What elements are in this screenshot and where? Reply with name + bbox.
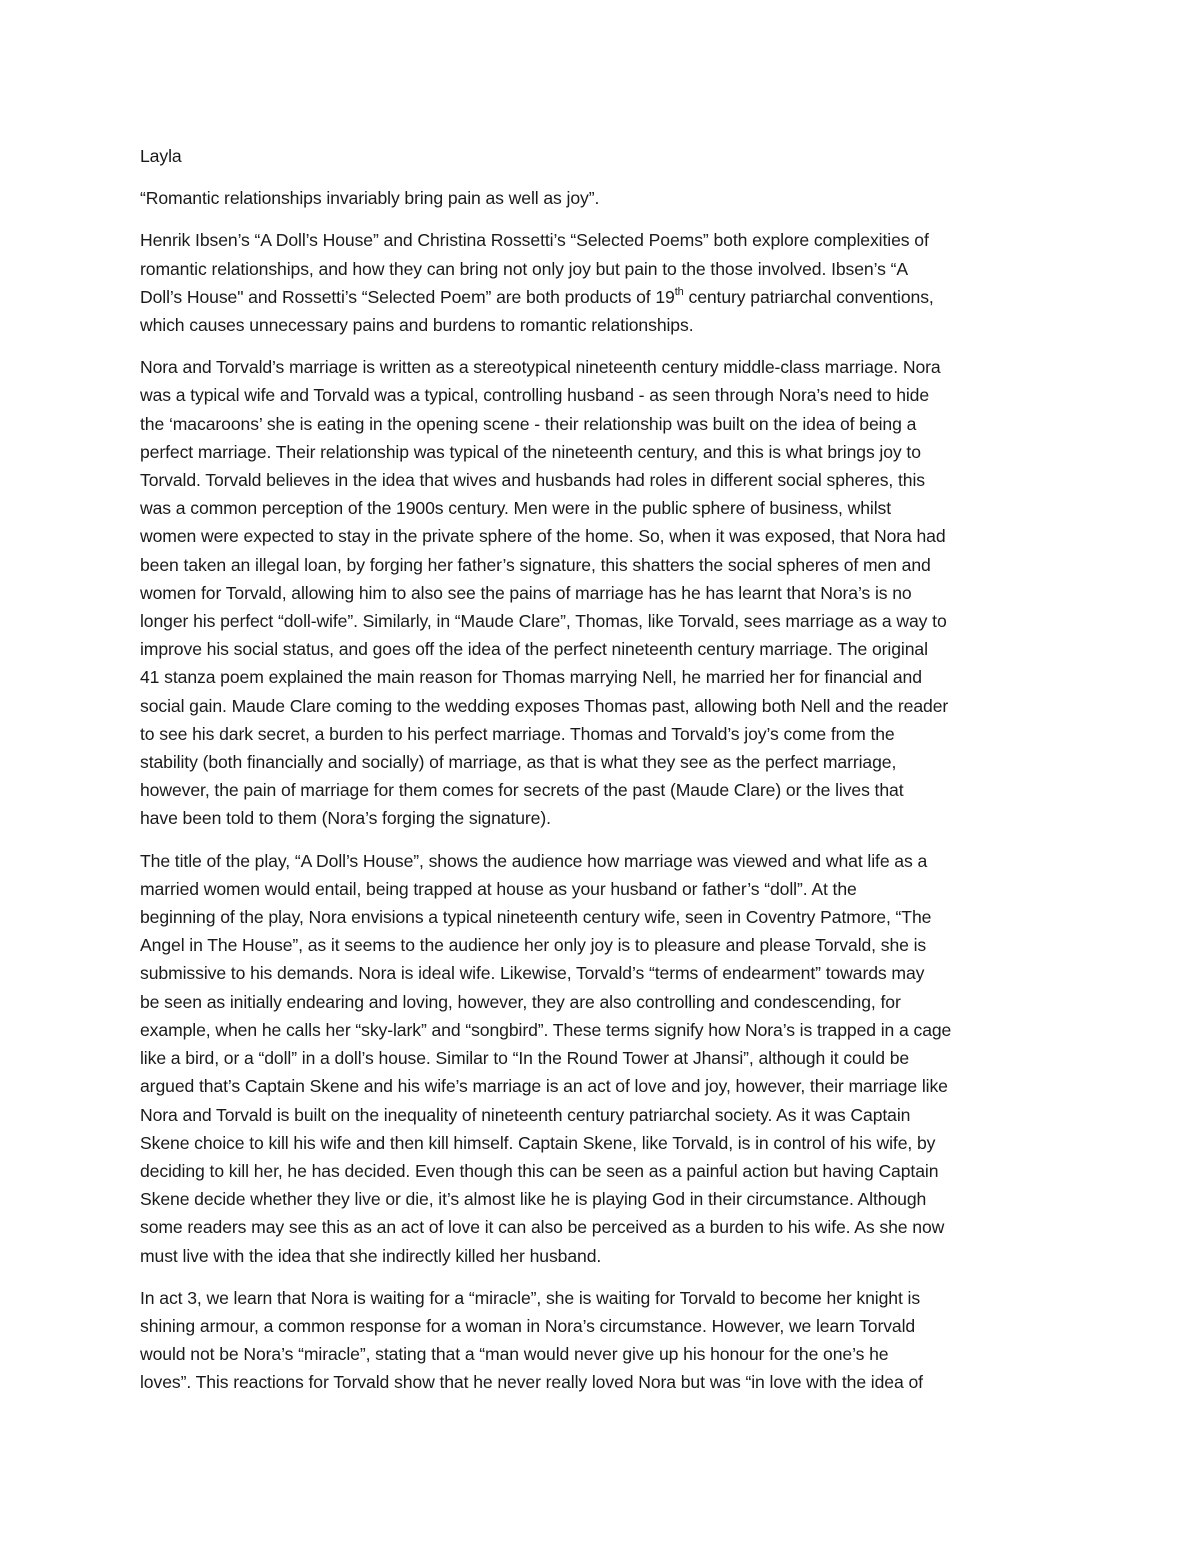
text-line: Skene decide whether they live or die, it’s almost like he is playing God in their circumstance. Although [140, 1189, 927, 1210]
text-line: Nora and Torvald is built on the inequality of nineteenth century patriarchal society. As it was Captain [140, 1104, 911, 1125]
text-line: been taken an illegal loan, by forging her father’s signature, this shatters the social spheres of men and [140, 554, 931, 575]
text-line: 41 stanza poem explained the main reason for Thomas marrying Nell, he married her for financial and [140, 667, 922, 688]
text-line: The title of the play, “A Doll’s House”, shows the audience how marriage was viewed and what life as a [140, 850, 928, 871]
text-line: longer his perfect “doll-wife”. Similarly, in “Maude Clare”, Thomas, like Torvald, sees marriage as a way to [140, 611, 947, 632]
text-line [140, 283, 1060, 311]
ordinal-superscript: th [674, 285, 684, 298]
intro-paragraph [140, 226, 1060, 339]
text-line: stability (both financially and socially) of marriage, as that is what they see as the perfect marriage, [140, 752, 897, 773]
text-line: to see his dark secret, a burden to his perfect marriage. Thomas and Torvald’s joy’s come from the [140, 723, 895, 744]
text-line: must live with the idea that she indirectly killed her husband. [140, 1245, 602, 1266]
text-line: Angel in The House”, as it seems to the audience her only joy is to pleasure and please Torvald, she is [140, 935, 927, 956]
text-line: some readers may see this as an act of love it can also be perceived as a burden to his wife. As she now [140, 1217, 945, 1238]
text-line: Skene choice to kill his wife and then kill himself. Captain Skene, like Torvald, is in control of his wife, by [140, 1132, 936, 1153]
text-line: social gain. Maude Clare coming to the wedding exposes Thomas past, allowing both Nell and the reader [140, 695, 949, 716]
text-line: improve his social status, and goes off the idea of the perfect nineteenth century marriage. The original [140, 639, 928, 660]
text-line: Nora and Torvald’s marriage is written as a stereotypical nineteenth century middle-class marriage. Nora [140, 357, 941, 378]
text-line: argued that’s Captain Skene and his wife’s marriage is an act of love and joy, however, their marriage like [140, 1076, 948, 1097]
text-line: the ‘macaroons’ she is eating in the opening scene - their relationship was built on the idea of being a [140, 413, 917, 434]
text-line: like a bird, or a “doll” in a doll’s house. Similar to “In the Round Tower at Jhansi”, although it could be [140, 1048, 910, 1069]
text-line: have been told to them (Nora’s forging the signature). [140, 808, 551, 829]
essay-prompt: “Romantic relationships invariably bring pain as well as joy”. [140, 188, 600, 209]
text-line: submissive to his demands. Nora is ideal wife. Likewise, Torvald’s “terms of endearment” towards may [140, 963, 925, 984]
text-line: women were expected to stay in the private sphere of the home. So, when it was exposed, that Nora had [140, 526, 946, 547]
author-name: Layla [140, 146, 182, 166]
text-line: be seen as initially endearing and loving, however, they are also controlling and condescending, for [140, 991, 901, 1012]
text-line: was a common perception of the 1900s century. Men were in the public sphere of business, whilst [140, 498, 892, 519]
text-line: example, when he calls her “sky-lark” and “songbird”. These terms signify how Nora’s is trapped in a cage [140, 1019, 952, 1040]
text-segment: century patriarchal conventions, [683, 286, 934, 307]
text-segment: Doll’s House" and Rossetti’s “Selected Poem” are both products of 19 [140, 286, 675, 307]
text-line: loves”. This reactions for Torvald show that he never really loved Nora but was “in love with the idea of [140, 1372, 923, 1393]
text-line: which causes unnecessary pains and burdens to romantic relationships. [140, 315, 694, 336]
text-line: would not be Nora’s “miracle”, stating that a “man would never give up his honour for the one’s he [140, 1344, 889, 1365]
text-line: Henrik Ibsen’s “A Doll’s House” and Christina Rossetti’s “Selected Poems” both explore complexities of [140, 230, 929, 251]
text-line: Torvald. Torvald believes in the idea that wives and husbands had roles in different social spheres, this [140, 470, 925, 491]
text-line: In act 3, we learn that Nora is waiting for a “miracle”, she is waiting for Torvald to become her knight is [140, 1287, 921, 1308]
text-line: romantic relationships, and how they can bring not only joy but pain to the those involved. Ibsen’s “A [140, 258, 908, 279]
text-line: women for Torvald, allowing him to also see the pains of marriage has he has learnt that Nora’s is no [140, 582, 912, 603]
text-line: beginning of the play, Nora envisions a typical nineteenth century wife, seen in Coventry Patmore, “The [140, 907, 932, 928]
text-line: however, the pain of marriage for them comes for secrets of the past (Maude Clare) or the lives that [140, 780, 904, 801]
body-paragraph-3 [140, 1284, 1060, 1397]
text-line: married women would entail, being trapped at house as your husband or father’s “doll”. At the [140, 878, 857, 899]
text-line: perfect marriage. Their relationship was typical of the nineteenth century, and this is what brings joy to [140, 441, 921, 462]
body-paragraph-2 [140, 847, 1060, 1270]
text-line: was a typical wife and Torvald was a typical, controlling husband - as seen through Nora’s need to hide [140, 385, 930, 406]
text-line: deciding to kill her, he has decided. Even though this can be seen as a painful action but having Captain [140, 1160, 939, 1181]
body-paragraph-1 [140, 353, 1060, 832]
text-line: shining armour, a common response for a woman in Nora’s circumstance. However, we learn Torvald [140, 1315, 916, 1336]
